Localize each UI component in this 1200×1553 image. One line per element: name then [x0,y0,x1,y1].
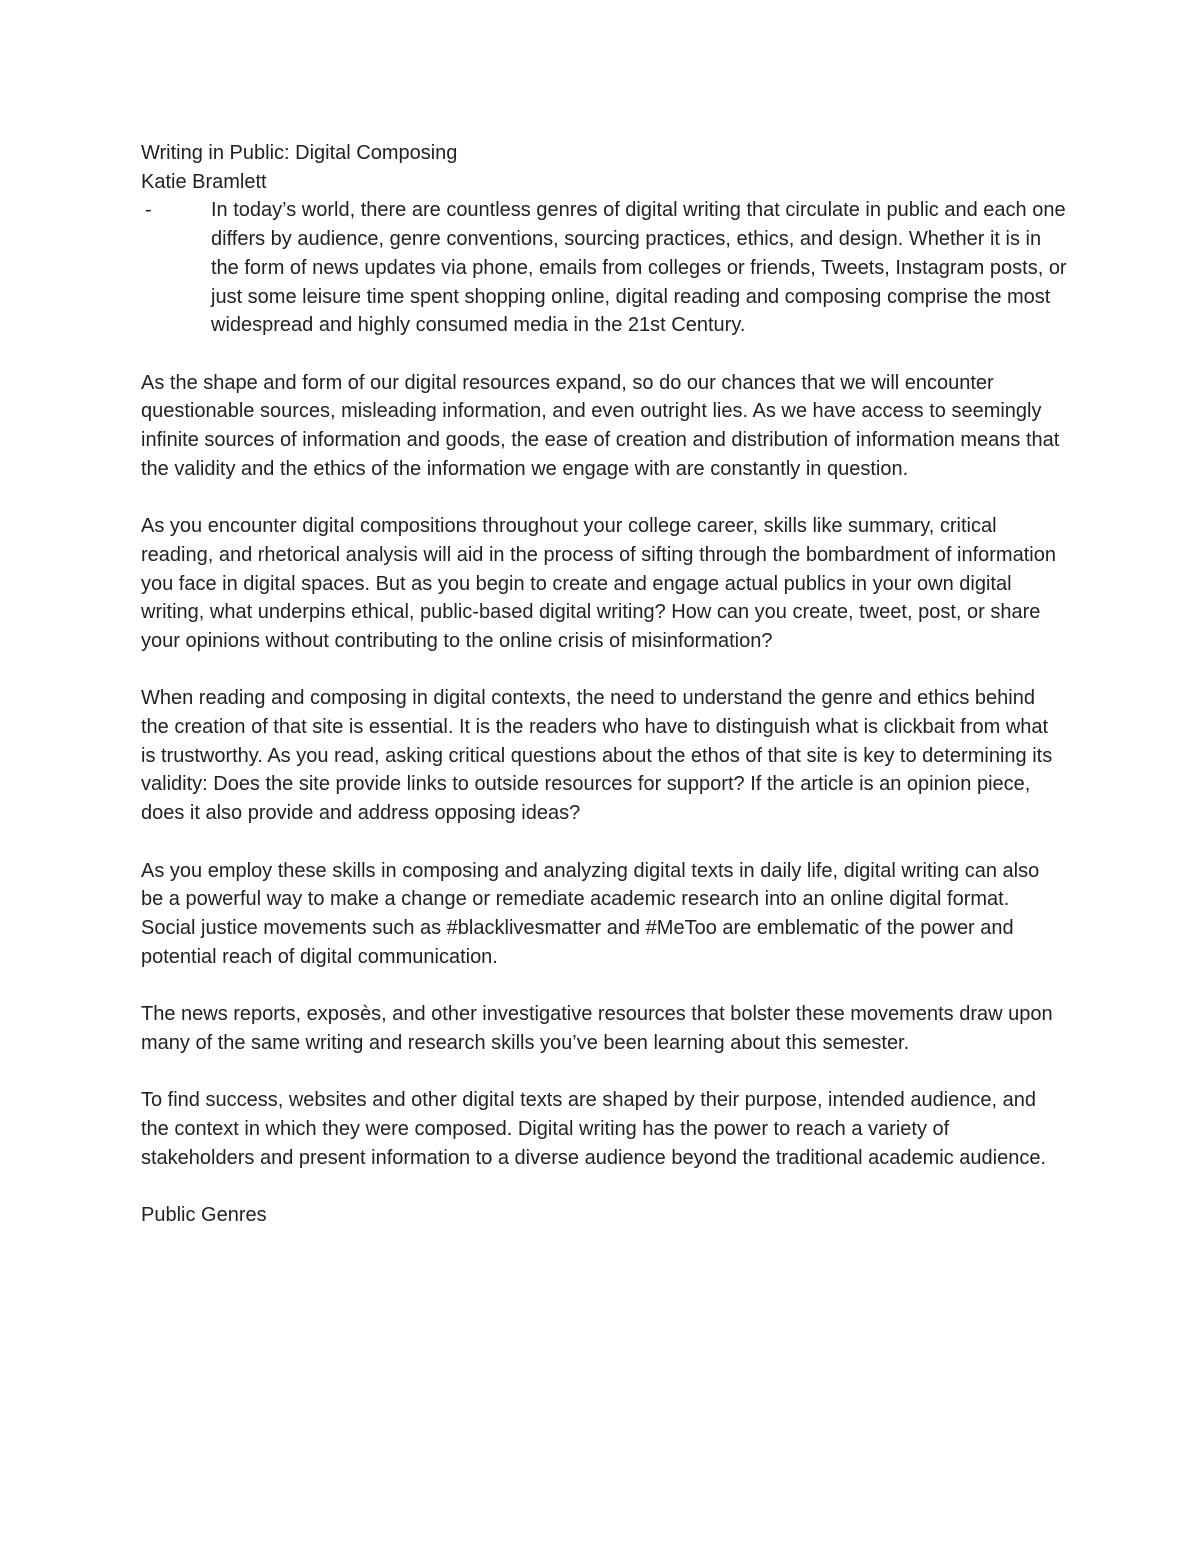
document-author: Katie Bramlett [141,170,267,193]
paragraph-social-justice: As you employ these skills in composing and analyzing digital texts in daily life, digital writing can also be a powerful way to make a change or remediate academic research into an online digital format. Social justice movements such as #blacklivesmatter and #MeToo are emblematic of the power and potential reach of digital communication. [141,859,1040,968]
paragraph-digital-resources: As the shape and form of our digital resources expand, so do our chances that we will encounter questionable sources, misleading information, and even outright lies. As we have access to seemingly infinite sources of information and goods, the ease of creation and distribution of information means that the validity and the ethics of the information we engage with are constantly in question. [141,371,1060,480]
paragraph-news-reports: The news reports, exposès, and other investigative resources that bolster these movements draw upon many of the same writing and research skills you’ve been learning about this semester. [141,1003,1053,1054]
document-body [141,139,1066,1230]
paragraph-digital-compositions: As you encounter digital compositions throughout your college career, skills like summary, critical reading, and rhetorical analysis will aid in the process of sifting through the bombardment of information you face in digital spaces. But as you begin to create and engage actual publics in your own digital writing, what underpins ethical, public-based digital writing? How can you create, tweet, post, or share your opinions without contributing to the online crisis of misinformation? [141,515,1056,652]
paragraph-success: To find success, websites and other digital texts are shaped by their purpose, intended audience, and the context in which they were composed. Digital writing has the power to reach a variety of stakeholders and present information to a diverse audience beyond the traditional academic audience. [141,1089,1047,1169]
bullet-marker: - [145,199,152,222]
bullet-item [141,196,1066,340]
section-heading: Public Genres [141,1203,267,1226]
bullet-text: In today’s world, there are countless genres of digital writing that circulate in public and each one differs by audience, genre conventions, sourcing practices, ethics, and design. Whether it is in the form of news updates via phone, emails from colleges or friends, Tweets, Instagram posts, or just some leisure time spent shopping online, digital reading and composing comprise the most widespread and highly consumed media in the 21st Century. [211,199,1067,337]
paragraph-reading-contexts: When reading and composing in digital contexts, the need to understand the genre and ethics behind the creation of that site is essential. It is the readers who have to distinguish what is clickbait from what is trustworthy. As you read, asking critical questions about the ethos of that site is key to determining its validity: Does the site provide links to outside resources for support? If the article is an opinion piece, does it also provide and address opposing ideas? [141,687,1053,825]
document-title: Writing in Public: Digital Composing [141,142,458,164]
